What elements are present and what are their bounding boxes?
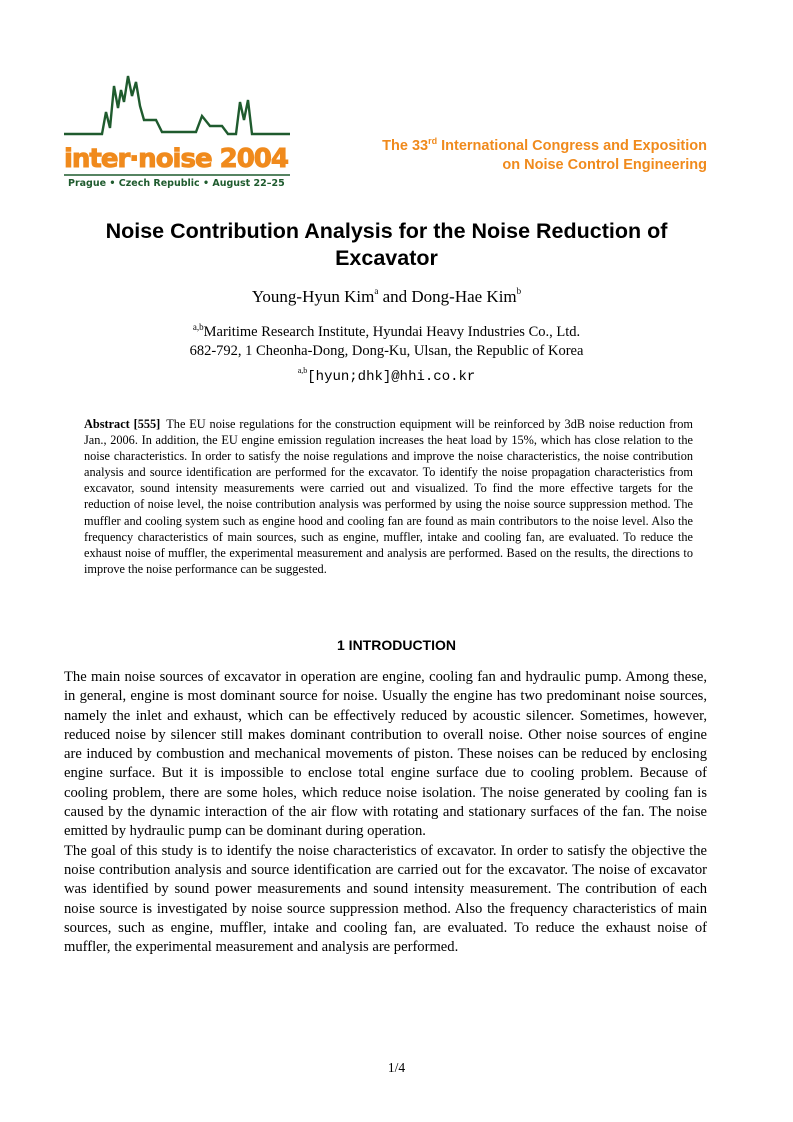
email-line <box>60 368 713 386</box>
affiliation-line-1 <box>60 323 713 342</box>
author-2-affil-mark: b <box>516 286 522 296</box>
paper-title: Noise Contribution Analysis for the Noise Reduction of Excavator <box>105 219 668 270</box>
abstract-text: The EU noise regulations for the construction equipment will be reinforced by 3dB noise reduction from Jan., 2006. In addition, the EU engine emission regulation increases the heat load by 15%, which has close relation to the noise characteristics. In order to satisfy the noise regulations and improve the noise characteristics, the noise contribution analysis and source identification are performed for the excavator. To identify the noise propagation characteristics from excavator, sound intensity measurements were carried out and visualized. To find the more effective targets for the reduction of noise level, the noise contribution analysis was performed by using the noise source suppression method. The muffler and cooling system such as engine hood and cooling fan are found as main contributors to the noise level. Also the frequency characteristics of main sources, such as engine, muffler, intake and cooling fan, are evaluated. To reduce the exhaust noise of muffler, the experimental measurement and analysis are performed. Based on the results, the directions to improve the noise performance can be suggested. <box>84 417 693 576</box>
author-join: and <box>378 287 412 306</box>
body-paragraph: The goal of this study is to identify the noise characteristics of excavator. In order to satisfy the objective the noise contribution analysis and source identification are carried out for the excavator. The noise of excavator was identified by sound power measurements and sound intensity measurement. The contribution of each noise source is investigated by noise source suppression method. Also the frequency characteristics of main sources, such as engine, muffler, intake and cooling fan, are evaluated. To reduce the exhaust noise of muffler, the experimental measurement and analysis are performed. <box>64 842 707 956</box>
affiliation-line-2: 682-792, 1 Cheonha-Dong, Dong-Ku, Ulsan, the Republic of Korea <box>189 343 584 359</box>
author-1-affil-mark: a <box>374 286 379 296</box>
affil-institution: Maritime Research Institute, Hyundai Heavy Industries Co., Ltd. <box>203 324 581 340</box>
body-paragraph: The main noise sources of excavator in operation are engine, cooling fan and hydraulic pump. Among these, in general, engine is most dominant source for noise. Usually the engine has two predominant noise sources, namely the inlet and exhaust, which can be effectively reduced by acoustic silencer. Sometimes, however, reduced noise by silencer still makes dominant contribution to overall noise. Other noise sources of engine are induced by combustion and mechanical movements of piston. These noises can be reduced by enclosing engine surface. But it is impossible to enclose total engine surface due to cooling problem. Because of cooling problem, there are some holes, which reduce noise isolation. The noise generated by cooling fan is caused by the dynamic interaction of the air flow with rotating and stationary surfaces of the fan. The noise emitted by hydraulic pump can be dominant during operation. <box>64 669 707 840</box>
conference-name-part1: International Congress and Exposition <box>437 138 707 154</box>
affil-mark: a,b <box>192 322 204 332</box>
author-line <box>60 286 713 308</box>
logo-wordmark: inter·noise 2004 <box>64 144 288 174</box>
author-1: Young-Hyun Kim <box>251 287 375 306</box>
body-text <box>64 668 707 957</box>
page-number: 1/4 <box>387 1060 406 1075</box>
abstract <box>84 416 693 577</box>
conference-line-1 <box>382 137 707 156</box>
email-address[interactable]: [hyun;dhk]@hhi.co.kr <box>307 369 476 385</box>
conference-number: The 33 <box>382 138 429 154</box>
skyline-line <box>64 76 290 134</box>
conference-title <box>382 137 707 175</box>
author-2: Dong-Hae Kim <box>411 287 517 306</box>
conference-line-2: on Noise Control Engineering <box>502 157 707 173</box>
abstract-label: Abstract [555] <box>84 417 161 431</box>
section-heading: 1 INTRODUCTION <box>337 637 456 653</box>
logo-subtitle: Prague • Czech Republic • August 22–25 <box>68 178 285 189</box>
conference-logo <box>62 72 298 196</box>
ordinal-suffix: rd <box>428 136 438 146</box>
email-affil-mark: a,b <box>297 366 308 375</box>
affiliation <box>60 323 713 361</box>
